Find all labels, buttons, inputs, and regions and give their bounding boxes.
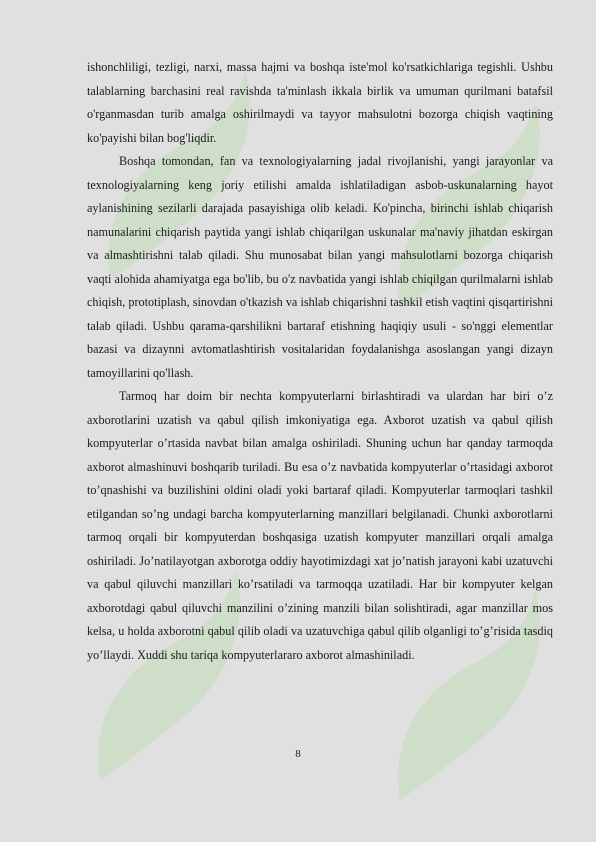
paragraph-1: ishonchliligi, tezligi, narxi, massa hajmi va boshqa iste'mol ko'rsatkichlariga tegishli. Ushbu talablarning barchasini real ravishda ta'minlash ikkala birlik va umuman qurilmani batafsil o'rganmasdan turib amalga oshirilmaydi va tayyor mahsulotni bozorga chiqish vaqtining ko'payishi bilan bog'liqdir. <box>87 60 553 145</box>
paragraph-2: Boshqa tomondan, fan va texnologiyalarning jadal rivojlanishi, yangi jarayonlar va texnologiyalarning keng joriy etilishi amalda ishlatiladigan asbob-uskunalarning hayot aylanishining sezilarli darajada pasayishiga olib keladi. Ko'pincha, birinchi ishlab chiqarish namunalarini chiqarish paytida yangi ishlab chiqarilgan uskunalar ma'naviy jihatdan eskirgan va almashtirishni talab qiladi. Shu munosabat bilan yangi mahsulotlarni bozorga chiqarish vaqti alohida ahamiyatga ega bo'lib, bu o'z navbatida yangi ishlab chiqilgan qurilmalarni ishlab chiqish, prototiplash, sinovdan o'tkazish va ishlab chiqarishni tashkil etish vaqtini qisqartirishni talab qiladi. Ushbu qarama-qarshilikni bartaraf etishning haqiqiy usuli - so'nggi elementlar bazasi va dizaynni avtomatlashtirish vositalaridan foydalanishga asoslangan yangi dizayn tamoyillarini qo'llash. <box>87 154 553 380</box>
document-body <box>87 56 553 667</box>
page-number: 8 <box>295 748 301 760</box>
paragraph-3: Tarmoq har doim bir nechta kompyuterlarni birlashtiradi va ulardan har biri o’z axborotlarini uzatish va qabul qilish imkoniyatiga ega. Axborot uzatish va qabul qilish kompyuterlar o’rtasida navbat bilan amalga oshiriladi. Shuning uchun har qanday tarmoqda axborot almashinuvi boshqarib turiladi. Bu esa o’z navbatida kompyuterlar o’rtasidagi axborot to’qnashishi va buzilishini oldini oladi yoki bartaraf qiladi. Kompyuterlar tarmoqlari tashkil etilgandan so’ng undagi barcha kompyuterlarning manzillari belgilanadi. Chunki axborotlarni tarmoq orqali bir kompyuterdan boshqasiga uzatish kompyuter manzillari orqali amalga oshiriladi. Jo’natilayotgan axborotga oddiy hayotimizdagi xat jo’natish jarayoni kabi uzatuvchi va qabul qiluvchi manzillari ko’rsatiladi va tarmoqqa uzatiladi. Har bir kompyuter kelgan axborotdagi qabul qiluvchi manzilini o’zining manzili bilan solishtiradi, agar manzillar mos kelsa, u holda axborotni qabul qilib oladi va uzatuvchiga qabul qilib olganligi to’g’risida tasdiq yo’llaydi. Xuddi shu tariqa kompyuterlararo axborot almashiniladi. <box>87 389 553 662</box>
